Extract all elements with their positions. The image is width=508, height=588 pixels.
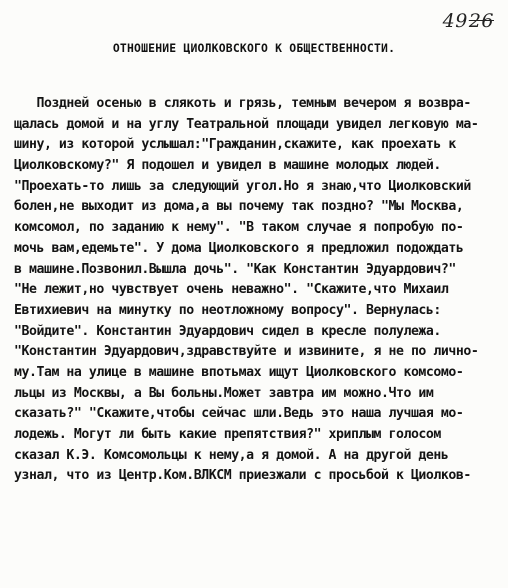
text-line: щалась домой и на углу Театральной площади увидел легковую ма- bbox=[14, 116, 479, 132]
text-line: лодежь. Могут ли быть какие препятствия?" хриплым голосом bbox=[14, 427, 441, 442]
document-body bbox=[14, 94, 504, 487]
text-line: Циолковскому?" Я подошел и увидел в машине молодых людей. bbox=[14, 158, 441, 174]
text-line: сказать?" "Скажите,чтобы сейчас шли.Ведь это наша лучшая мо- bbox=[14, 406, 464, 422]
text-line: комсомол, по заданию к нему". "В таком случае я попробую по- bbox=[14, 220, 464, 236]
text-line: сказал К.Э. Комсомольцы к нему,а я домой. А на другой день bbox=[14, 447, 449, 463]
text-line: узнал, что из Центр.Ком.ВЛКСМ приезжали с просьбой к Циолков- bbox=[14, 468, 471, 484]
text-line: Поздней осенью в слякоть и грязь, темным вечером я возвра- bbox=[14, 96, 471, 111]
text-line: "Не лежит,но чувствует очень неважно". "Скажите,что Михаил bbox=[14, 282, 449, 298]
text-line: "Проехать-то лишь за следующий угол.Но я знаю,что Циолковский bbox=[14, 178, 471, 194]
text-line: мочь вам,едемьте". У дома Циолковского я предложил подождать bbox=[14, 240, 464, 256]
text-line: му.Там на улице в машине впотьмах ищут Циолковского комсомо- bbox=[14, 364, 464, 380]
text-line: в машине.Позвонил.Вышла дочь". "Как Константин Эдуардович?" bbox=[14, 261, 456, 277]
document-title: ОТНОШЕНИЕ ЦИОЛКОВСКОГО К ОБЩЕСТВЕННОСТИ. bbox=[112, 41, 396, 55]
page-number-current: 49 bbox=[442, 10, 468, 32]
text-line: "Константин Эдуардович,здравствуйте и извините, я не по лично- bbox=[14, 344, 479, 360]
page-number-crossed: 26 bbox=[468, 10, 494, 32]
text-line: льцы из Москвы, а Вы больны.Может завтра им можно.Что им bbox=[14, 385, 434, 401]
text-line: болен,не выходит из дома,а вы почему так поздно? "Мы Москва, bbox=[14, 199, 464, 215]
page-number bbox=[443, 10, 494, 32]
text-line: шину, из которой услышал:"Гражданин,скажите, как проехать к bbox=[14, 137, 456, 153]
text-line: Евтихиевич на минутку по неотложному вопросу". Вернулась: bbox=[14, 302, 441, 318]
text-line: "Войдите". Константин Эдуардович сидел в кресле полулежа. bbox=[14, 323, 441, 339]
